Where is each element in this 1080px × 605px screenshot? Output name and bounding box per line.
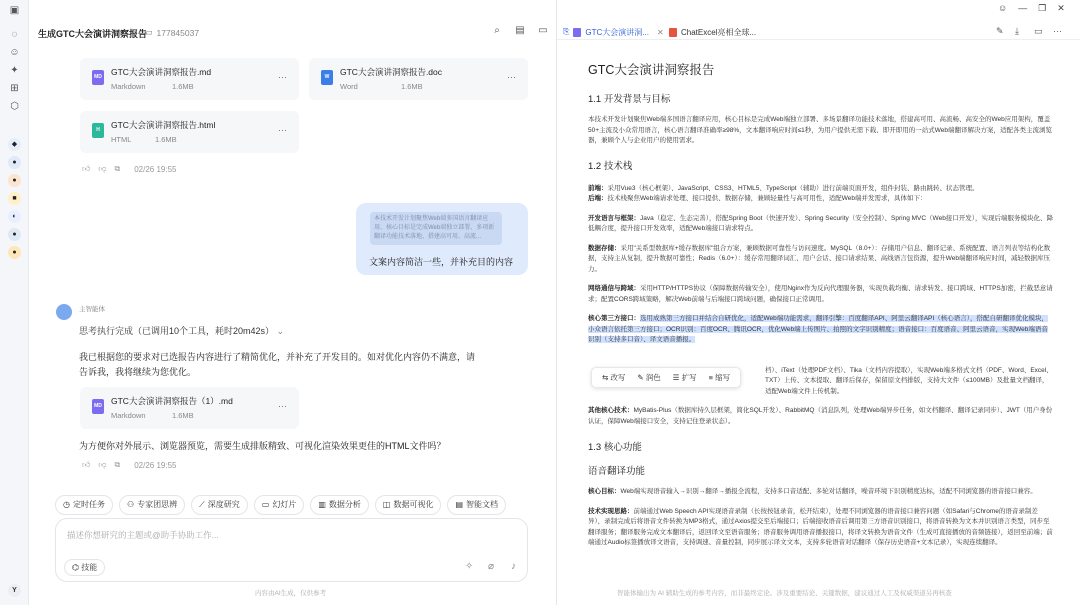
more-icon[interactable]: ··· [1053,26,1062,36]
prompt-input-box[interactable] [55,518,528,582]
file-card[interactable] [309,58,528,100]
tab-label: ChatExcel亮相全球... [681,27,757,37]
doc-paragraph [588,184,1054,195]
timestamp: 02/26 19:55 [134,460,177,470]
skills-icon: ⌬ [72,563,79,572]
doc-paragraph [588,507,1054,549]
thinking-status[interactable] [79,324,284,337]
label: 技术实现思路： [588,507,634,515]
smiley-icon[interactable]: ☺ [998,3,1008,13]
microphone-icon[interactable]: ♪ [511,561,516,572]
document-content [588,60,1054,549]
chat-icon[interactable]: ◌ [11,29,18,40]
user-message [356,203,528,275]
selected-text[interactable]: 选用成熟第三方接口并结合自研优化，适配Web端功能需求，翻译引擎：百度翻译API、阿里云翻译API（核心语言），搭配自研翻译优化模块，小众语言依托第三方接口；OCR识别：百度OCR、腾讯OCR，优化Web端上传图片、拍照的文字识别精度；语音接口：百度语音、阿里云语音，实现Web端语音识别（支持多口音）、译文语音播报。 [588,315,1048,343]
chip-label: 数据可视化 [393,500,434,509]
label: 其他核心技术： [588,407,634,414]
chip-label: 专家团思辨 [137,500,178,509]
chip-slides[interactable] [254,495,305,515]
agent-avatar-3[interactable]: ● [8,174,21,187]
label: 核心目标： [588,488,621,495]
doc-title: GTC大会演讲洞察报告 [588,63,715,77]
minimize-icon[interactable]: — [1018,3,1028,13]
file-card[interactable] [80,58,299,100]
close-icon[interactable]: ✕ [1057,3,1065,13]
label: 后端： [588,195,608,202]
pdf-file-icon [669,28,677,37]
agent-avatar-5[interactable]: ◐ [8,210,21,223]
conversation-id-text: 177845037 [156,27,200,38]
assistant-icon[interactable]: ☺ [9,47,20,58]
file-name: GTC大会演讲洞察报告.md [111,67,212,77]
agent-avatar-4[interactable]: ■ [8,192,21,205]
more-icon[interactable]: ··· [278,125,287,135]
section-heading: 1.3 核心功能 [588,442,642,453]
download-icon[interactable]: ⤓ [1015,26,1019,36]
skills-button[interactable] [64,559,105,576]
doc-paragraph [588,487,1054,498]
thumbs-up-icon[interactable]: 👍︎ [82,164,91,173]
chip-data-analysis[interactable] [310,495,369,515]
markdown-file-icon: MD [92,399,104,414]
clock-icon: ◷ [63,500,70,509]
group-icon: ⚇ [126,500,135,509]
text: 前端通过Web Speech API实现语音录制（长按按钮录音，松开结束），处理不同浏览器的语音接口兼容问题（如Safari与Chrome的语音录制差异），录制完成后将语音文件转换为MP3格式，通过Axios提交至后端接口；后端接收语音后调用第三方语音识别接口，将语音转换为文本并识别语言类型，同步至翻译服务；翻译服务完成文本翻译后，返回译文至语音服务；语音服务调用语音播报接口，将译文转换为语音文件（生成可直接播放的音频链接），返回至前端；前端通过Audio标签播放译文语音，支持调速、音量控制，同步展示译文文本，支持多轮语音对话翻译（保存历史语音+文本记录），实现连续翻译。 [588,507,1053,546]
message-actions [82,460,176,470]
timestamp: 02/26 19:55 [134,164,177,174]
chip-data-viz[interactable] [375,495,442,515]
chip-deep-research[interactable] [191,495,248,515]
tab-chatexcel[interactable] [669,25,756,39]
file-size: 1.6MB [155,135,177,144]
markdown-file-icon [573,28,581,37]
shorten-label: 缩写 [715,373,731,382]
left-rail [0,0,29,605]
file-size: 1.6MB [172,82,194,91]
message-actions [82,164,176,174]
file-type: Word [340,82,358,91]
agent-avatar-7[interactable]: ● [8,246,21,259]
chip-scheduled-task[interactable] [55,495,113,515]
quoted-text: 本技术开发计划聚焦Web端多国语言翻译应用、核心目标是完成Web端独立部署、多项新翻译功能技术落地、搭建高可用、高流... [370,212,502,245]
research-icon: ⟋ [199,500,205,509]
text: Web端实现语音输入→识别→翻译→播报全流程，支持多口音适配、多轮对话翻译，噪音环境下识别精度达标，适配不同浏览器的语音接口兼容。 [620,488,1037,495]
tab-gtc-report[interactable] [563,25,664,39]
more-icon[interactable]: ··· [507,72,516,82]
agent-avatar-2[interactable]: ● [8,156,21,169]
clipboard-icon[interactable]: ▤ [515,25,525,36]
file-size: 1.6MB [172,411,194,420]
copy-icon[interactable]: ⧉ [114,460,121,469]
ai-disclaimer: 内容由AI生成，仅供参考 [255,590,327,597]
doc-paragraph [588,284,1054,305]
copy-icon[interactable]: ⧉ [114,164,121,173]
cube-icon[interactable]: ⬡ [10,101,19,112]
attach-icon[interactable]: ⌀ [488,561,495,572]
label: 数据存储： [588,244,621,252]
text: 技术栈聚焦Web端请求处理、接口提供、数据存储，兼顾轻量性与高可用性，适配Web端并发需求，具体如下： [607,195,927,202]
doc-paragraph [588,194,1054,205]
agent-name: 主智能体 [79,306,105,313]
restore-icon[interactable]: ❐ [1038,3,1047,13]
text: 采用"关系型数据库+缓存数据库"组合方案，兼顾数据可靠性与访问速度。MySQL（8.0+）：存储用户信息、翻译记录、系统配置、语言列表等结构化数据，支持主从复制，提升数据可靠性；Redis（6.0+）：缓存常用翻译词汇、用户会话、接口请求结果、高线语言包资源，提升Web端翻译响应时间，减轻数据库压力。 [588,244,1051,273]
doc-paragraph: 本技术开发计划聚焦Web端多国语言翻译应用，核心目标是完成Web端独立部署、多场景翻译功能技术落地，搭建高可用、高流畅、高安全的Web应用架构，覆盖50+主流及小众常用语言，核心语言翻译准确率≥98%，文本翻译响应时间≤1秒，为用户提供无需下载、即开即用的一站式Web端翻译解决方案，适配各类主流浏览器，兼顾个人与企业用户的使用需求。 [588,116,1053,144]
polish-button[interactable] [637,372,660,383]
window-controls [998,3,1065,14]
rewrite-label: 改写 [610,373,626,382]
thumbs-down-icon[interactable]: 👎︎ [98,460,107,469]
chevron-down-icon: ⌄ [276,326,285,336]
expand-label: 扩写 [681,373,697,382]
section-heading: 1.2 技术栈 [588,160,633,172]
doc-tab-icon: ⎘ [563,27,570,36]
file-type: Markdown [111,411,146,420]
label: 核心第三方接口： [588,315,640,322]
user-avatar[interactable]: Y [8,584,21,597]
viz-icon: ◫ [382,500,391,509]
edit-icon[interactable]: ✎ [996,26,1004,36]
chip-smart-doc[interactable] [447,495,506,515]
file-name: GTC大会演讲洞察报告（1）.md [111,396,233,406]
tab-label: GTC大会演讲洞... [585,27,649,37]
monitor-icon: ▭ [144,27,153,37]
file-type: HTML [111,135,132,144]
chip-label: 智能文档 [466,500,499,509]
file-type: Markdown [111,82,146,91]
rewrite-icon: ⇆ [602,373,609,382]
thumbs-down-icon[interactable]: 👎︎ [98,164,107,173]
user-message-text: 文案内容简洁一些，并补充目的内容 [369,257,514,267]
file-name: GTC大会演讲洞察报告.doc [340,67,443,77]
page-title: 生成GTC大会演讲洞察报告 [38,29,147,39]
sidebar-toggle-icon[interactable]: ▣ [9,5,20,16]
selection-toolbar [591,367,741,388]
chart-icon: ▥ [318,500,326,509]
thumbs-up-icon[interactable]: 👍︎ [82,460,91,469]
brush-icon: ✎ [637,373,644,382]
folder-icon[interactable]: ▭ [538,25,548,36]
word-file-icon: W [321,70,333,85]
sparkle-icon[interactable]: ✦ [10,65,19,76]
thinking-status-text: 思考执行完成（已调用10个工具，耗时20m42s） [79,326,275,336]
shorten-button[interactable] [709,372,730,383]
html-file-icon: H [92,123,104,138]
shorten-icon: ≡ [708,373,713,382]
label: 前端： [588,184,608,192]
doc-paragraph [588,406,1054,427]
file-name: GTC大会演讲洞察报告.html [111,120,216,130]
document-panel [557,0,1080,605]
markdown-file-icon: MD [92,70,104,85]
polish-label: 润色 [645,373,661,382]
agent-avatar [56,304,72,320]
section-heading: 1.1 开发背景与目标 [588,94,671,105]
agent-reply: 为方便你对外展示、浏览器预览，需要生成排版精致、可视化渲染效果更佳的HTML文件吗？ [79,441,446,451]
ai-disclaimer: 智能体输出为 AI 辅助生成的参考内容，而非最终定论。涉及重要结论、关键数据，建议通过人工及权威渠道另再核查 [617,590,952,597]
file-size: 1.6MB [401,82,423,91]
label: 网络通信与跨域： [588,285,640,292]
chip-expert-debate[interactable] [119,495,185,515]
file-card[interactable] [80,111,299,153]
chip-label: 深度研究 [207,500,240,509]
quick-action-chips [55,495,506,515]
doc-paragraph-selected[interactable] [588,314,1054,346]
text: Java（稳定、生态完善），搭配Spring Boot（快速开发）、Spring Security（安全控制）、Spring MVC（Web接口开发），实现后端服务模块化、降低耦合度，提升接口开发效率，适配Web端接口请求特点。 [588,214,1054,232]
sparkle-icon[interactable]: ✧ [465,561,474,572]
doc-icon: ▤ [455,500,464,509]
doc-paragraph [588,214,1054,235]
chat-panel [29,0,556,605]
skills-label: 技能 [81,563,98,572]
chip-label: 幻灯片 [272,500,297,509]
agent-avatar-1[interactable]: ◆ [8,138,21,151]
file-card[interactable] [80,387,299,429]
slides-icon: ▭ [261,500,270,509]
search-icon[interactable]: ⌕ [494,25,500,36]
label: 开发语言与框架： [588,214,640,222]
apps-icon[interactable]: ⊞ [10,83,19,94]
text: 采用Vue3（核心框架）、JavaScript、CSS3、HTML5、TypeScript（辅助）进行前端页面开发，组件封装、路由跳转、状态管理。 [607,184,979,192]
text: MyBatis-Plus（数据库持久层框架，简化SQL开发）、RabbitMQ（消息队列，处理Web端异步任务，如文档翻译、翻译记录同步）、JWT（用户身份认证，保障Web端接口安全，支持记住登录状态）。 [588,407,1053,425]
expand-button[interactable] [673,372,697,383]
expand-icon: ☰ [672,373,680,382]
agent-reply: 我已根据您的要求对已选报告内容进行了精简优化，并补充了开发目的。如对优化内容仍不满意，请告诉我，我将继续为您优化。 [79,352,476,377]
more-icon[interactable]: ··· [278,401,287,411]
agent-avatar-6[interactable]: ● [8,228,21,241]
chip-label: 定时任务 [72,500,105,509]
rewrite-button[interactable] [602,372,625,383]
text: 档）、iText（处理PDF文档）、Tika（文档内容提取），实现Web端多格式文档（PDF、Word、Excel、TXT）上传、文本提取、翻译后保存，保留原文档排版，支持大文件（≤100MB）及批量文档翻译，适配Web端文件上传机制。 [765,366,1053,395]
folder-icon[interactable]: ▭ [1034,26,1043,36]
more-icon[interactable]: ··· [278,72,287,82]
close-icon[interactable]: ✕ [656,27,664,37]
prompt-placeholder[interactable]: 描述你想研究的主题或@助手协助工作... [67,530,219,540]
chip-label: 数据分析 [328,500,361,509]
doc-paragraph [588,244,1054,276]
sub-heading: 语音翻译功能 [588,466,646,477]
conversation-id [144,27,199,38]
text: 采用HTTP/HTTPS协议（保障数据传输安全），使用Nginx作为反向代理服务器，实现负载均衡、请求转发、接口跨域、HTTPS加密，拦截恶意请求；配置CORS跨域策略，解决Web前端与后端接口跨域问题，确保接口正常调用。 [588,285,1053,303]
